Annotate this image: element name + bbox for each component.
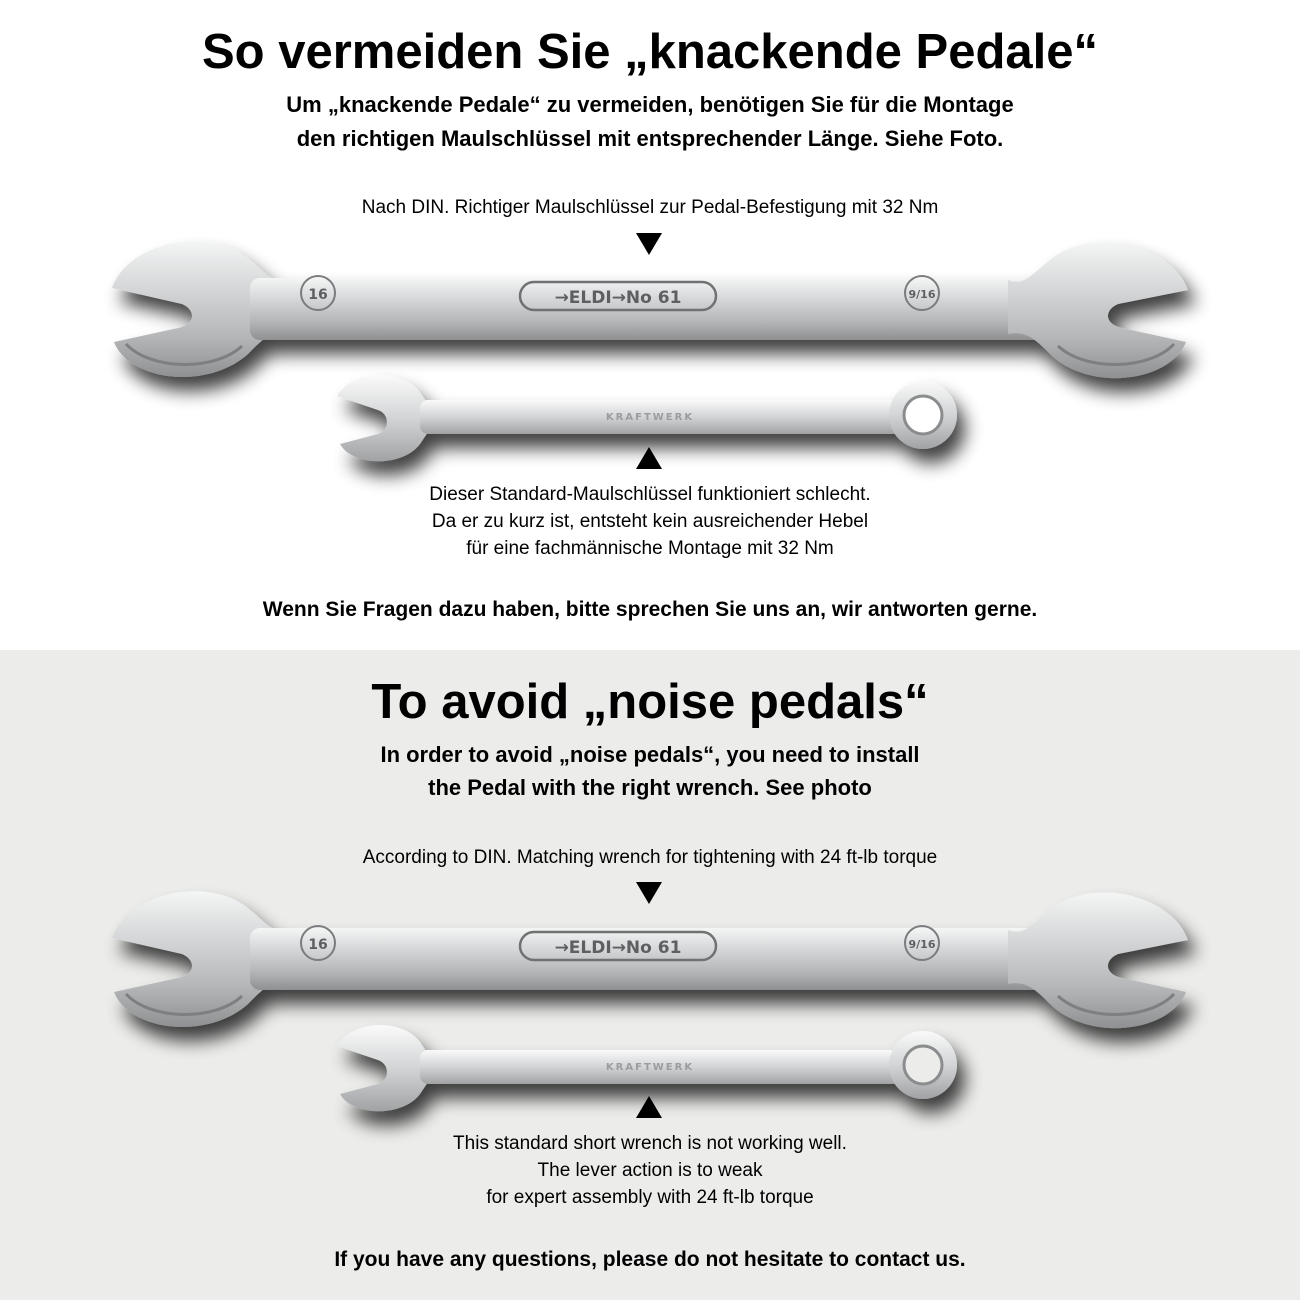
arrow-up-icon [636, 1096, 662, 1118]
short-wrench-caption-line-3: for expert assembly with 24 ft-lb torque [486, 1187, 814, 1208]
short-wrench-brand-stamp: KRAFTWERK [605, 1062, 695, 1073]
short-wrench-caption-line-1: This standard short wrench is not working well. [453, 1133, 847, 1154]
long-wrench-image [0, 870, 1300, 1040]
subtitle-line-1: In order to avoid „noise pedals“, you need to install [380, 742, 920, 767]
page-title: So vermeiden Sie „knackende Pedale“ [201, 25, 1099, 79]
short-wrench-caption-line-2: The lever action is to weak [537, 1160, 763, 1181]
page-title: To avoid „noise pedals“ [371, 675, 929, 729]
long-wrench-size-left: 16 [308, 937, 328, 953]
long-wrench-size-left: 16 [308, 287, 328, 303]
long-wrench-image [0, 220, 1300, 390]
subtitle-line-2: the Pedal with the right wrench. See photo [428, 775, 872, 800]
short-wrench-caption-line-3: für eine fachmännische Montage mit 32 Nm [466, 538, 834, 559]
short-wrench-caption-line-1: Dieser Standard-Maulschlüssel funktioniert schlecht. [429, 484, 871, 505]
long-wrench-caption: Nach DIN. Richtiger Maulschlüssel zur Pedal-Befestigung mit 32 Nm [361, 197, 939, 218]
long-wrench-size-right: 9/16 [908, 288, 936, 301]
footer-contact: Wenn Sie Fragen dazu haben, bitte sprechen Sie uns an, wir antworten gerne. [262, 598, 1038, 621]
long-wrench-brand-stamp: →ELDI→No 61 [554, 288, 682, 308]
section-english [0, 650, 1300, 1300]
subtitle-line-1: Um „knackende Pedale“ zu vermeiden, benötigen Sie für die Montage [286, 92, 1014, 117]
long-wrench-caption: According to DIN. Matching wrench for tightening with 24 ft-lb torque [362, 847, 938, 868]
subtitle-line-2: den richtigen Maulschlüssel mit entsprechender Länge. Siehe Foto. [296, 126, 1004, 151]
arrow-up-icon [636, 447, 662, 469]
short-wrench-brand-stamp: KRAFTWERK [605, 412, 695, 423]
long-wrench-brand-stamp: →ELDI→No 61 [554, 938, 682, 958]
long-wrench-size-right: 9/16 [908, 938, 936, 951]
short-wrench-caption-line-2: Da er zu kurz ist, entsteht kein ausreichender Hebel [431, 511, 869, 532]
footer-contact: If you have any questions, please do not hesitate to contact us. [334, 1248, 966, 1271]
